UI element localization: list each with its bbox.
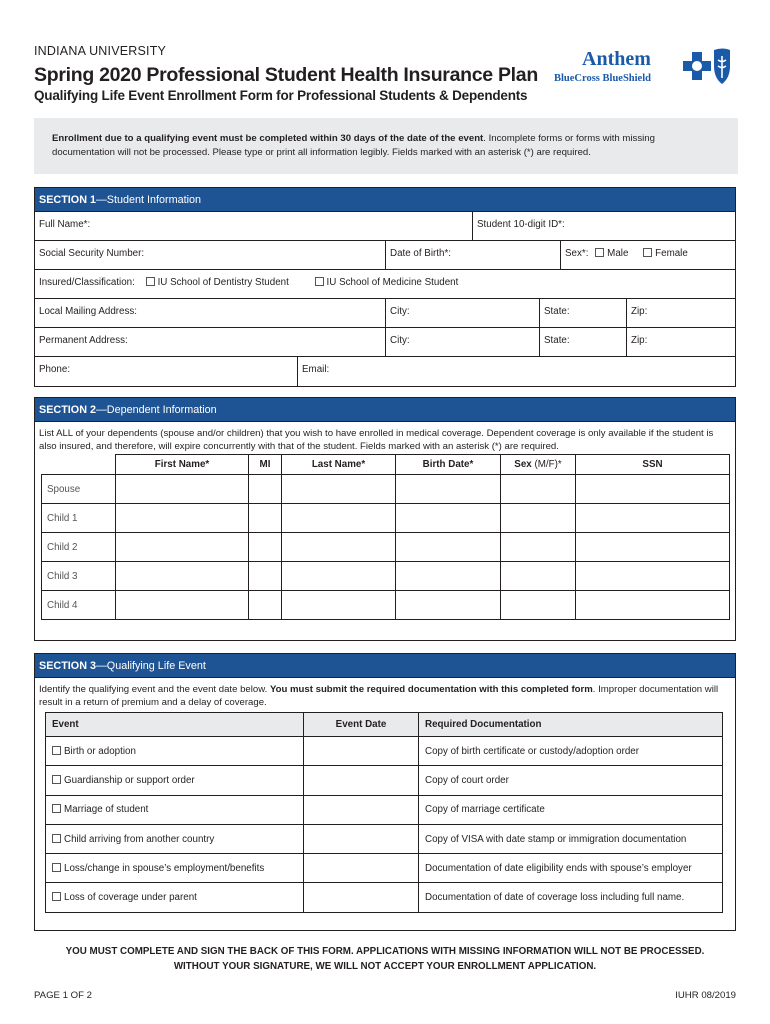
required-doc-cell: Copy of court order (419, 766, 723, 795)
section2-header: SECTION 2—Dependent Information (35, 398, 735, 422)
local-address-label: Local Mailing Address: (39, 306, 138, 317)
notice-bold-text: Enrollment due to a qualifying event must be completed within 30 days of the date of the event (52, 133, 484, 144)
event-label: Loss/change in spouse’s employment/benefits (64, 862, 265, 874)
ssn-label: Social Security Number: (39, 248, 145, 259)
event-date-input[interactable] (304, 795, 419, 824)
enrollment-notice (34, 118, 738, 174)
university-name: INDIANA UNIVERSITY (34, 44, 167, 58)
required-doc-cell: Copy of birth certificate or custody/adoption order (419, 737, 723, 766)
event-date-header: Event Date (304, 713, 419, 737)
event-row (46, 854, 723, 883)
section3-intro-bold: You must submit the required documentation with this completed form (269, 684, 593, 695)
event-cell (46, 766, 304, 795)
event-date-input[interactable] (304, 854, 419, 883)
mi-input[interactable] (249, 533, 282, 562)
event-row (46, 737, 723, 766)
section-student-information (34, 187, 736, 387)
last-name-header: Last Name* (282, 455, 396, 475)
event-date-input[interactable] (304, 737, 419, 766)
event-checkbox[interactable] (52, 775, 61, 784)
first-name-header: First Name* (116, 455, 249, 475)
event-row (46, 883, 723, 912)
required-doc-cell: Documentation of date of coverage loss including full name. (419, 883, 723, 912)
student-id-label: Student 10-digit ID*: (477, 219, 565, 230)
local-address-field[interactable] (35, 299, 386, 327)
male-checkbox[interactable] (595, 248, 604, 257)
event-checkbox[interactable] (52, 746, 61, 755)
ssn-input[interactable] (576, 475, 730, 504)
row-phone-email (35, 357, 735, 386)
last-name-input[interactable] (282, 533, 396, 562)
sex-input[interactable] (501, 475, 576, 504)
birth-date-input[interactable] (396, 533, 501, 562)
dependent-row-label: Child 4 (42, 591, 116, 620)
dentistry-checkbox[interactable] (146, 277, 155, 286)
student-id-field[interactable] (473, 212, 735, 240)
event-cell (46, 824, 304, 853)
event-checkbox[interactable] (52, 804, 61, 813)
ssn-header: SSN (576, 455, 730, 475)
required-doc-cell: Copy of marriage certificate (419, 795, 723, 824)
full-name-label: Full Name*: (39, 219, 91, 230)
first-name-input[interactable] (116, 475, 249, 504)
event-cell (46, 883, 304, 912)
birth-date-input[interactable] (396, 504, 501, 533)
state-label: State: (544, 306, 570, 317)
event-row (46, 795, 723, 824)
dependents-table (41, 454, 730, 620)
sex-label: Sex*: (565, 248, 589, 259)
email-label: Email: (302, 364, 330, 375)
phone-label: Phone: (39, 364, 71, 375)
dependent-row-label: Spouse (42, 475, 116, 504)
event-cell (46, 854, 304, 883)
event-checkbox[interactable] (52, 863, 61, 872)
medicine-label: IU School of Medicine Student (326, 277, 459, 288)
events-table (45, 712, 723, 913)
permanent-zip-field[interactable] (627, 328, 735, 356)
full-name-field[interactable] (35, 212, 473, 240)
page-number: PAGE 1 OF 2 (34, 990, 92, 1001)
dependent-row-label: Child 1 (42, 504, 116, 533)
ssn-input[interactable] (576, 591, 730, 620)
zip-label: Zip: (631, 306, 648, 317)
event-header: Event (46, 713, 304, 737)
dependent-row-label: Child 2 (42, 533, 116, 562)
section2-label: SECTION 2 (39, 404, 96, 416)
signature-warning-line2: WITHOUT YOUR SIGNATURE, WE WILL NOT ACCEPT YOUR ENROLLMENT APPLICATION. (173, 961, 597, 972)
form-code: IUHR 08/2019 (675, 990, 736, 1001)
medicine-checkbox[interactable] (315, 277, 324, 286)
ssn-input[interactable] (576, 533, 730, 562)
section1-label: SECTION 1 (39, 194, 96, 206)
sex-col-label: Sex (514, 459, 532, 470)
dependent-row-child-1 (42, 504, 730, 533)
event-date-input[interactable] (304, 824, 419, 853)
classification-label: Insured/Classification: (39, 277, 135, 288)
section3-intro (35, 678, 735, 706)
birth-date-input[interactable] (396, 591, 501, 620)
sex-input[interactable] (501, 591, 576, 620)
row-classification (35, 270, 735, 299)
dependent-row-child-2 (42, 533, 730, 562)
row-name-id (35, 212, 735, 241)
events-header-row (46, 713, 723, 737)
form-header (34, 44, 734, 114)
event-row (46, 824, 723, 853)
row-local-address (35, 299, 735, 328)
local-state-field[interactable] (540, 299, 627, 327)
event-label: Guardianship or support order (64, 774, 195, 786)
sex-input[interactable] (501, 562, 576, 591)
sex-field (561, 241, 735, 269)
state-label: State: (544, 335, 570, 346)
classification-field (35, 270, 735, 298)
email-field[interactable] (298, 357, 735, 386)
blank-header (42, 455, 116, 475)
section3-header: SECTION 3—Qualifying Life Event (35, 654, 735, 678)
section-dependent-information (34, 397, 736, 641)
signature-warning-line1: YOU MUST COMPLETE AND SIGN THE BACK OF THIS FORM. APPLICATIONS WITH MISSING INFORMATION WILL NOT BE PROCESSED. (65, 946, 705, 957)
dependent-row-child-4 (42, 591, 730, 620)
event-label: Birth or adoption (64, 745, 136, 757)
birth-date-header (396, 455, 501, 475)
zip-label: Zip: (631, 335, 648, 346)
row-permanent-address (35, 328, 735, 357)
first-name-input[interactable] (116, 504, 249, 533)
section3-intro-end: . Improper documentation will result in a return of premium and a delay of coverage. (39, 684, 719, 708)
plan-title: Spring 2020 Professional Student Health Insurance Plan (34, 64, 538, 86)
signature-warning (34, 944, 736, 974)
event-cell (46, 737, 304, 766)
required-doc-cell: Copy of VISA with date stamp or immigration documentation (419, 824, 723, 853)
permanent-address-label: Permanent Address: (39, 335, 128, 346)
mi-header: MI (249, 455, 282, 475)
event-label: Loss of coverage under parent (64, 892, 197, 904)
female-checkbox[interactable] (643, 248, 652, 257)
section2-intro: List ALL of your dependents (spouse and/or children) that you wish to have enrolled in medical coverage. Dependent coverage is only available if the student is also insured, and therefore, will expire concurrently with that of the student. Fields marked with an asterisk (*) are required. (39, 428, 714, 452)
phone-field[interactable] (35, 357, 298, 386)
female-label: Female (655, 248, 688, 259)
logo-bcbs-text: BlueCross BlueShield (554, 73, 651, 84)
mi-input[interactable] (249, 475, 282, 504)
city-label: City: (390, 335, 410, 346)
first-name-input[interactable] (116, 533, 249, 562)
local-zip-field[interactable] (627, 299, 735, 327)
mi-input[interactable] (249, 562, 282, 591)
sex-header (501, 455, 576, 475)
dependent-row-spouse (42, 475, 730, 504)
last-name-input[interactable] (282, 562, 396, 591)
mi-input[interactable] (249, 504, 282, 533)
sex-col-hint: (M/F)* (534, 459, 562, 470)
section3-label: SECTION 3 (39, 660, 96, 672)
section3-title: Qualifying Life Event (106, 660, 206, 672)
first-name-input[interactable] (116, 591, 249, 620)
first-name-input[interactable] (116, 562, 249, 591)
sex-input[interactable] (501, 533, 576, 562)
row-ssn-dob-sex (35, 241, 735, 270)
form-subtitle: Qualifying Life Event Enrollment Form for Professional Students & Dependents (34, 88, 528, 103)
event-label: Marriage of student (64, 804, 149, 816)
city-label: City: (390, 306, 410, 317)
section-qualifying-life-event (34, 653, 736, 931)
dentistry-label: IU School of Dentistry Student (157, 277, 289, 288)
dependent-row-child-3 (42, 562, 730, 591)
permanent-city-field[interactable] (386, 328, 540, 356)
male-label: Male (607, 248, 629, 259)
dob-label: Date of Birth*: (390, 248, 451, 259)
event-checkbox[interactable] (52, 834, 61, 843)
section3-intro-start: Identify the qualifying event and the event date below. (39, 684, 270, 695)
required-doc-header: Required Documentation (419, 713, 723, 737)
ssn-input[interactable] (576, 504, 730, 533)
sex-input[interactable] (501, 504, 576, 533)
anthem-logo (554, 46, 734, 90)
birth-date-input[interactable] (396, 562, 501, 591)
dependents-header-row (42, 455, 730, 475)
section1-header: SECTION 1—Student Information (35, 188, 735, 212)
local-city-field[interactable] (386, 299, 540, 327)
dob-field[interactable] (386, 241, 561, 269)
section2-title: Dependent Information (106, 404, 217, 416)
ssn-field[interactable] (35, 241, 386, 269)
mi-input[interactable] (249, 591, 282, 620)
dependent-row-label: Child 3 (42, 562, 116, 591)
birth-date-label: Birth Date* (422, 459, 474, 470)
required-doc-cell: Documentation of date eligibility ends with spouse’s employer (419, 854, 723, 883)
last-name-input[interactable] (282, 504, 396, 533)
permanent-state-field[interactable] (540, 328, 627, 356)
logo-anthem-text: Anthem (582, 48, 651, 70)
section1-title: Student Information (106, 194, 202, 206)
event-checkbox[interactable] (52, 892, 61, 901)
birth-date-input[interactable] (396, 475, 501, 504)
event-cell (46, 795, 304, 824)
event-row (46, 766, 723, 795)
permanent-address-field[interactable] (35, 328, 386, 356)
event-label: Child arriving from another country (64, 833, 215, 845)
bluecross-blueshield-icon (662, 46, 732, 88)
ssn-input[interactable] (576, 562, 730, 591)
event-date-input[interactable] (304, 766, 419, 795)
last-name-input[interactable] (282, 591, 396, 620)
notice-text: . Incomplete forms or forms with missing documentation will not be processed. Please type or print all information legibly. Fields marked with an asterisk (*) are required. (52, 133, 655, 158)
last-name-input[interactable] (282, 475, 396, 504)
event-date-input[interactable] (304, 883, 419, 912)
